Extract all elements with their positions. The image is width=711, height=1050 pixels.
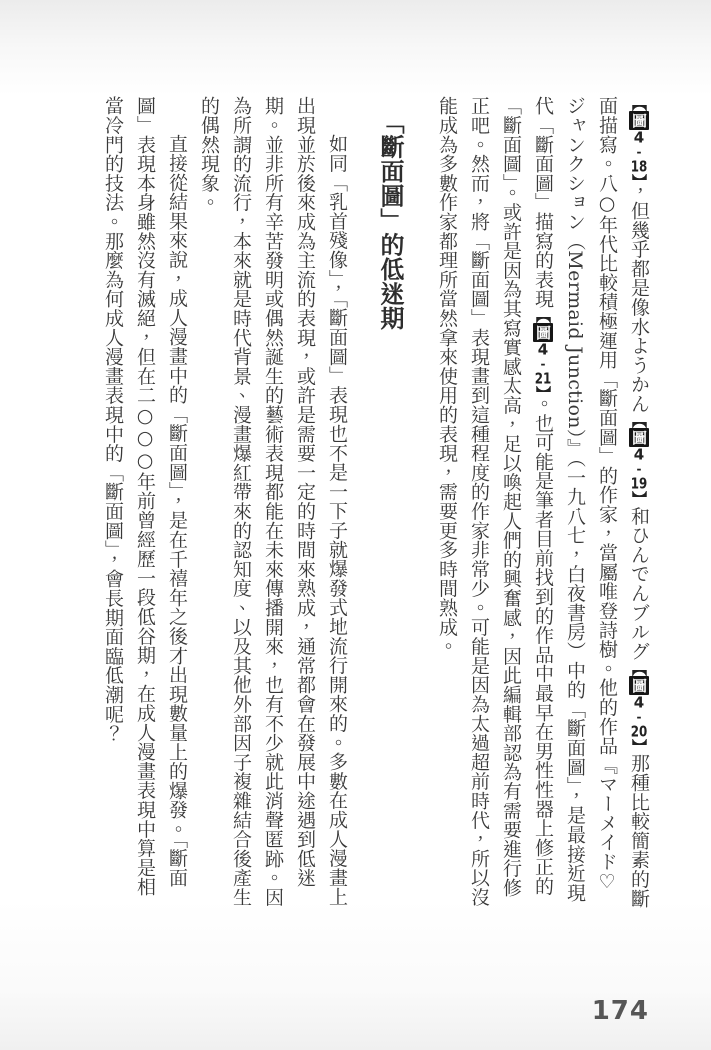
figure-reference: 【圖4-18】	[630, 96, 648, 182]
paragraph: 如同「乳首殘像」，「斷面圖」表現也不是一下子就爆發式地流行開來的。多數在成人漫畫上出現並於後來成為主流的表現，或許是需要一定的時間來熟成，通常都會在發展中途遇到低迷期。並非所有辛苦發明或偶然誕生的藝術表現都能在未來傳播開來，也有不少就此消聲匿跡。因為所謂的流行，本來就是時代背景、漫畫爆紅帶來的認知度、以及其他外部因子複雜結合後產生的偶然現象。	[198, 96, 348, 907]
page-number: 174	[591, 996, 649, 1026]
section-heading: 「斷面圖」的低迷期	[376, 110, 404, 331]
text-area	[55, 96, 655, 908]
figure-box-icon: 圖	[630, 677, 648, 693]
figure-reference: 【圖4-21】	[534, 308, 552, 394]
figure-box-icon: 圖	[534, 325, 552, 341]
figure-reference: 【圖4-19】	[630, 413, 648, 507]
figure-box-icon: 圖	[630, 430, 648, 446]
figure-reference: 【圖4-20】	[630, 660, 648, 754]
paragraph: 直接從結果來說，成人漫畫中的「斷面圖」，是在千禧年之後才出現數量上的爆發。「斷面圖」表現本身雖然沒有滅絕，但在二○○○年前曾經歷一段低谷期，在成人漫畫表現中算是相當冷門的技法。那麼為何成人漫畫表現中的「斷面圖」，會長期面臨低潮呢？	[102, 96, 188, 897]
paragraph: 【圖4-18】，但幾乎都是像水ようかん【圖4-19】和ひんでんブルグ【圖4-20】那種比較簡素的斷面描寫。八○年代比較積極運用「斷面圖」的作家，當屬唯登詩樹。他的作品『マーメイド♡ジャンクション（Mermaid Junction）』（一九八七，白夜書房）中的「斷面圖」，是最接近現代「斷面圖」描寫的表現【圖4-21】。也可能是筆者目前找到的作品中最早在男性性器上修正的「斷面圖」。或許是因為其寫實感太高，足以喚起人們的興奮感，因此編輯部認為有需要進行修正吧。然而，將「斷面圖」表現畫到這種程度的作家非常少。可能是因為太過超前時代，所以沒能成為多數作家都理所當然拿來使用的表現，需要更多時間熟成。	[436, 96, 650, 908]
figure-box-icon: 圖	[630, 113, 648, 128]
